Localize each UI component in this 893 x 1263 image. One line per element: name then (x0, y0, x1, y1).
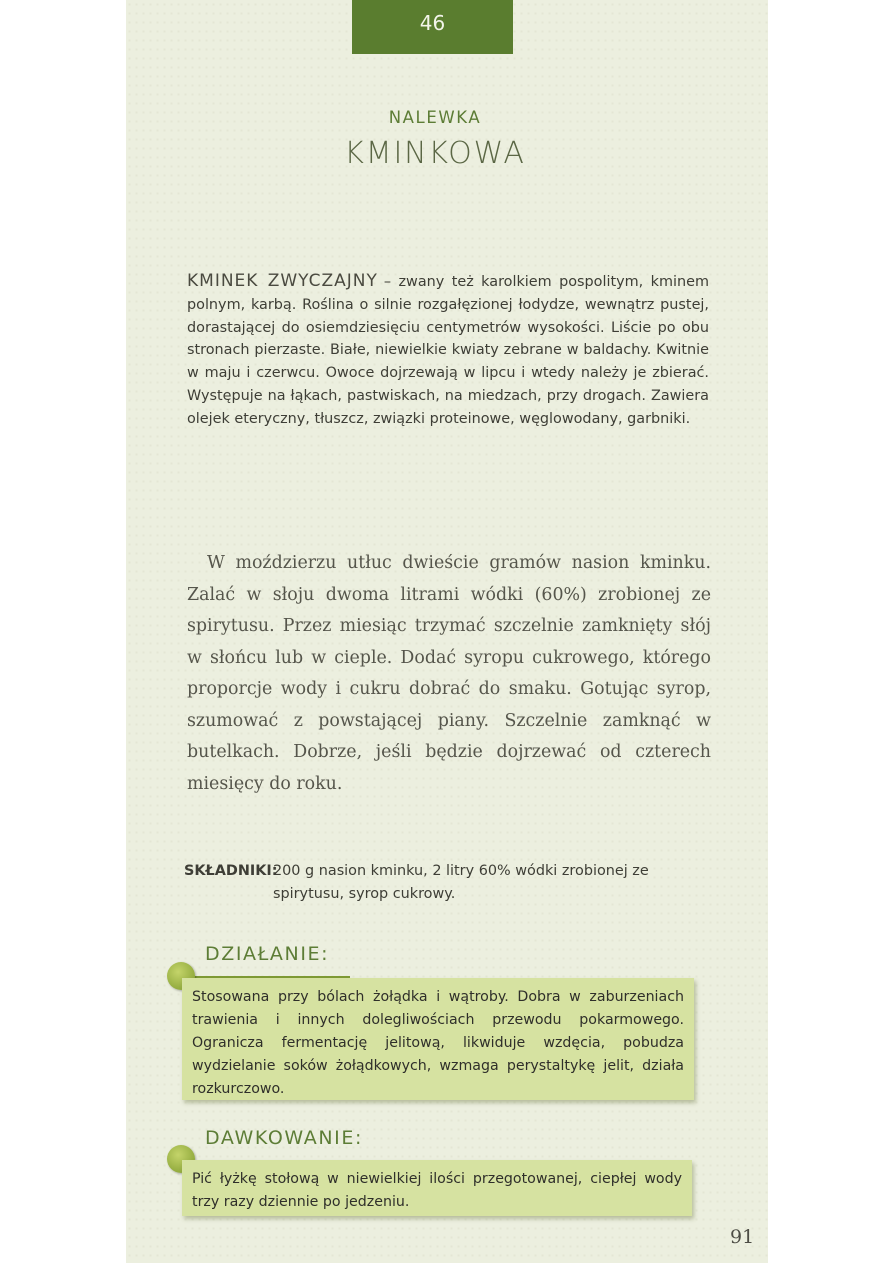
recipe-instructions: W moździerzu utłuc dwieście gramów nasion kminku. Zalać w słoju dwoma litrami wódki (60%) zrobionej ze spirytusu. Przez miesiąc trzymać szczelnie zamknięty słój w słońcu lub w cieple. Dodać syropu cukrowego, którego proporcje wody i cukru dobrać do smaku. Gotując syrop, szumować z powstającej piany. Szczelnie zamknąć w butelkach. Dobrze, jeśli będzie dojrzewać od czterech miesięcy do roku. (187, 553, 711, 794)
plant-description-text: – zwany też karolkiem pospolitym, kminem polnym, karbą. Roślina o silnie rozgałęzionej łodydze, wewnątrz pustej, dorastającej do osiemdziesięciu centymetrów wysokości. Liście po obu stronach pierzaste. Białe, niewielkie kwiaty zebrane w baldachy. Kwitnie w maju i czerwcu. Owoce dojrzewają w lipcu i wtedy należy je zbierać. Występuje na łąkach, pastwiskach, na miedzach, przy drogach. Zawiera olejek eteryczny, tłuszcz, związki proteinowe, węglowodany, garbniki. (187, 274, 709, 427)
chapter-number: 46 (419, 11, 446, 35)
plant-description (187, 270, 709, 431)
dosage-text: Pić łyżkę stołową w niewielkiej ilości przegotowanej, ciepłej wody trzy razy dziennie po jedzeniu. (192, 1171, 682, 1210)
recipe-title: KMINKOWA (344, 136, 526, 171)
action-heading: DZIAŁANIE: (205, 943, 330, 965)
ingredients-text: 200 g nasion kminku, 2 litry 60% wódki zrobionej ze spirytusu, syrop cukrowy. (273, 863, 649, 902)
recipe-subtitle: NALEWKA (388, 108, 482, 127)
ingredients-label: SKŁADNIKI: (184, 863, 278, 879)
action-box (182, 978, 694, 1100)
dosage-heading: DAWKOWANIE: (205, 1127, 363, 1149)
page-number: 91 (730, 1226, 755, 1248)
book-page (126, 0, 768, 1263)
plant-name: KMINEK ZWYCZAJNY (187, 271, 378, 291)
ingredients (184, 860, 714, 905)
action-text: Stosowana przy bólach żołądka i wątroby. Dobra w zaburzeniach trawienia i innych dolegliwościach przewodu pokarmowego. Ogranicza fermentację jelitową, likwiduje wzdęcia, pobudza wydzielanie soków żołądkowych, wzmaga perystaltykę jelit, działa rozkurczowo. (192, 989, 684, 1097)
chapter-number-tab (352, 0, 513, 54)
dosage-box (182, 1160, 692, 1216)
